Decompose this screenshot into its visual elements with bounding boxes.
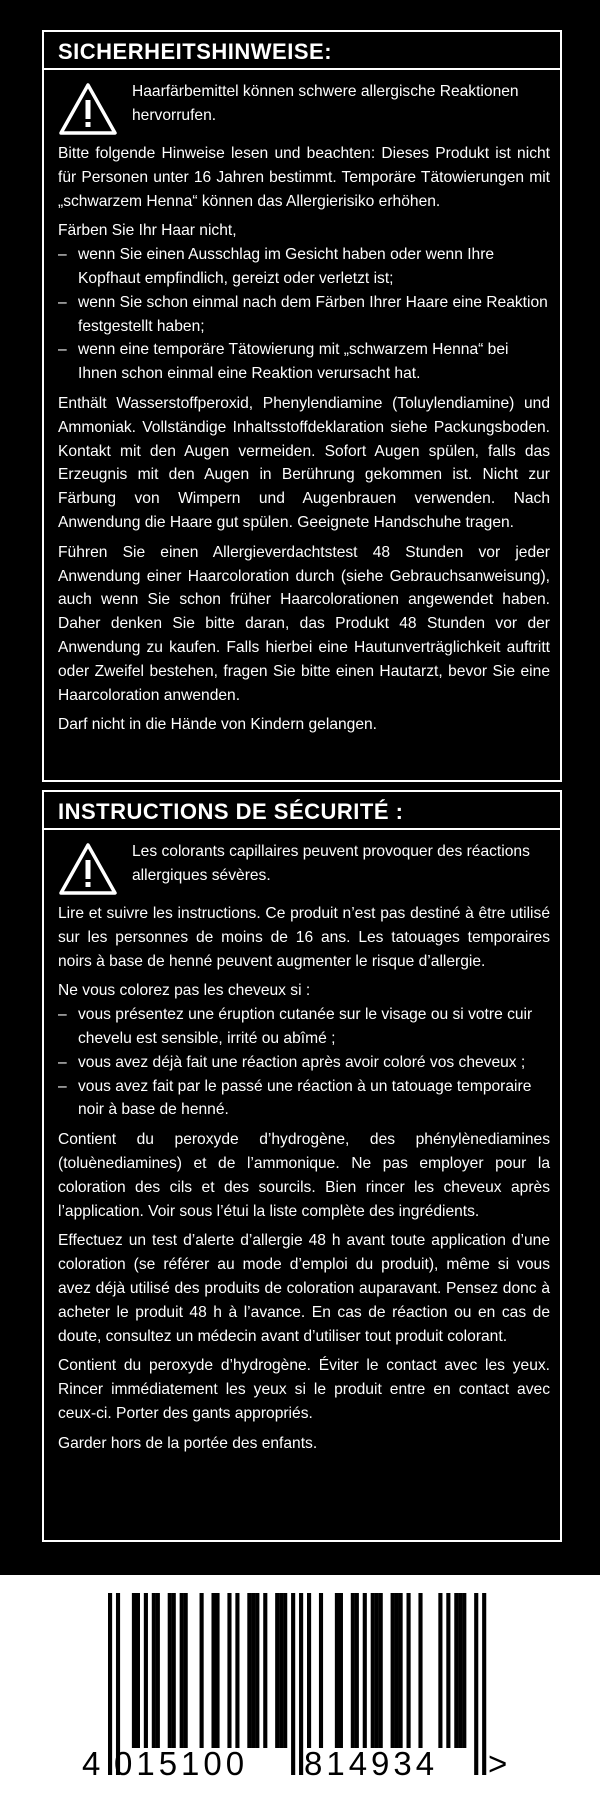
barcode-bar [172,1593,176,1748]
french-paragraph-3: Effectuez un test d’alerte d’allergie 48 h avant toute application d’une coloration (se référer au mode d’emploi du produit), même si vous avez déjà utilisé des produits de coloration auparavant. Pensez donc à acheter le produit 48 h à l’avance. En cas de réaction ou en cas de doute, consultez un médecin avant d’utiliser tout produit colorant. [58,1232,550,1345]
french-paragraph-5: Garder hors de la portée des enfants. [58,1434,318,1452]
barcode-bar [438,1593,442,1748]
barcode-bar [454,1593,458,1748]
barcode-bar [418,1593,422,1748]
barcode-bar [395,1593,399,1748]
german-safety-panel [42,30,562,782]
barcode-bar [279,1593,283,1748]
barcode-bar [339,1593,343,1748]
barcode-first-digit: 4 [82,1745,101,1782]
barcode-area [0,1575,600,1805]
barcode-bar [355,1593,359,1748]
list-item: – wenn Sie einen Ausschlag im Gesicht haben oder wenn Ihre Kopfhaut empfindlich, gereizt oder verletzt ist; [58,243,550,291]
barcode-arrow: > [488,1745,508,1782]
barcode-bar [152,1593,156,1748]
barcode-number [0,1745,600,1785]
barcode-bar [247,1593,251,1748]
barcode-bar [136,1593,140,1748]
french-body [44,830,560,1456]
german-heading: SICHERHEITSHINWEISE: [44,32,560,70]
barcode-bar [168,1593,172,1748]
barcode-bar [200,1593,204,1748]
french-warning-text: Les colorants capillaires peuvent provoquer des réactions allergiques sévères. [132,843,530,884]
barcode-bar [251,1593,255,1748]
german-warning-row [58,80,550,136]
list-item: – vous avez fait par le passé une réaction à un tatouage temporaire noir à base de henné. [58,1075,550,1123]
barcode-bar [180,1593,184,1748]
barcode-bar [227,1593,231,1748]
barcode-bar [156,1593,160,1748]
barcode-bar [458,1593,462,1748]
barcode-bar [275,1593,279,1748]
barcode-bar [132,1593,136,1748]
german-warning-text: Haarfärbemittel können schwere allergische Reaktionen hervorrufen. [132,83,519,124]
french-paragraph-2: Contient du peroxyde d’hydrogène, des phénylènediamines (toluènediamines) et de l’ammonique. Ne pas employer pour la coloration des cils et des sourcils. Bien rincer les cheveux après l’application. Voir sous l’étui la liste complète des ingrédients. [58,1131,550,1220]
german-warning-list [58,243,550,386]
barcode-bar [399,1593,403,1748]
german-list-intro: Färben Sie Ihr Haar nicht, [58,222,237,240]
barcode-bar [335,1593,339,1748]
barcode-bar [184,1593,188,1748]
list-item: – vous présentez une éruption cutanée sur le visage ou si votre cuir chevelu est sensible, irrité ou abîmé ; [58,1003,550,1051]
french-paragraph-1: Lire et suivre les instructions. Ce produit n’est pas destiné à être utilisé sur les personnes de moins de 16 ans. Les tatouages temporaires noirs à base de henné peuvent augmenter le risque d’allergie. [58,905,550,970]
barcode-bar [446,1593,450,1748]
barcode-bar [379,1593,383,1748]
barcode-bar [371,1593,375,1748]
list-item: – wenn Sie schon einmal nach dem Färben Ihrer Haare eine Reaktion festgestellt haben; [58,291,550,339]
barcode-bar [319,1593,323,1748]
barcode-bar [215,1593,219,1748]
barcode-bar [283,1593,287,1748]
barcode-bar [462,1593,466,1748]
french-warning-list [58,1003,550,1122]
barcode-bar [391,1593,395,1748]
barcode-left-group: 015100 [114,1745,249,1782]
list-item: – vous avez déjà fait une réaction après avoir coloré vos cheveux ; [58,1051,550,1075]
barcode-bar [375,1593,379,1748]
french-warning-row [58,840,550,896]
french-list-intro: Ne vous colorez pas les cheveux si : [58,982,311,1000]
german-paragraph-2: Enthält Wasserstoffperoxid, Phenylendiamine (Toluylendiamine) und Ammoniak. Vollständige Inhaltsstoffdeklaration siehe Packungsboden. Kontakt mit den Augen vermeiden. Sofort Augen spülen, falls das Erzeugnis mit den Augen in Berührung gekommen ist. Nicht zur Färbung von Wimpern und Augenbrauen verwenden. Nach Anwendung die Haare gut spülen. Geeignete Handschuhe tragen. [58,394,550,531]
barcode-bar [255,1593,259,1748]
german-paragraph-1: Bitte folgende Hinweise lesen und beachten: Dieses Produkt ist nicht für Personen unter 16 Jahren bestimmt. Temporäre Tätowierungen mit „schwarzem Henna“ können das Allergierisiko erhöhen. [58,145,550,210]
german-body [44,70,560,737]
barcode-bar [363,1593,367,1748]
german-paragraph-4: Darf nicht in die Hände von Kindern gelangen. [58,716,378,734]
list-item: – wenn eine temporäre Tätowierung mit „schwarzem Henna“ bei Ihnen schon einmal eine Reaktion verursacht hat. [58,338,550,386]
french-safety-panel [42,790,562,1542]
barcode-bar [407,1593,411,1748]
barcode-bar [351,1593,355,1748]
barcode-bar [235,1593,239,1748]
warning-triangle-icon [58,82,118,136]
barcode-bar [263,1593,267,1748]
barcode-right-group: 814934 [304,1745,439,1782]
warning-triangle-icon [58,842,118,896]
barcode-bar [307,1593,311,1748]
barcode-bar [144,1593,148,1748]
french-heading: INSTRUCTIONS DE SÉCURITÉ : [44,792,560,830]
french-paragraph-4: Contient du peroxyde d’hydrogène. Éviter le contact avec les yeux. Rincer immédiatement les yeux si le produit entre en contact avec ceux-ci. Porter des gants appropriés. [58,1357,550,1422]
barcode-bar [211,1593,215,1748]
german-paragraph-3: Führen Sie einen Allergieverdachtstest 48 Stunden vor jeder Anwendung einer Haarcoloration durch (siehe Gebrauchsanweisung), auch wenn Sie schon früher Haarcolorationen angewendet haben. Daher denken Sie bitte daran, das Produkt 48 Stunden vor der Anwendung zu kaufen. Falls hierbei eine Hautunverträglichkeit auftritt oder Zweifel bestehen, fragen Sie bitte einen Hautarzt, bevor Sie eine Haarcoloration anwenden. [58,543,550,704]
